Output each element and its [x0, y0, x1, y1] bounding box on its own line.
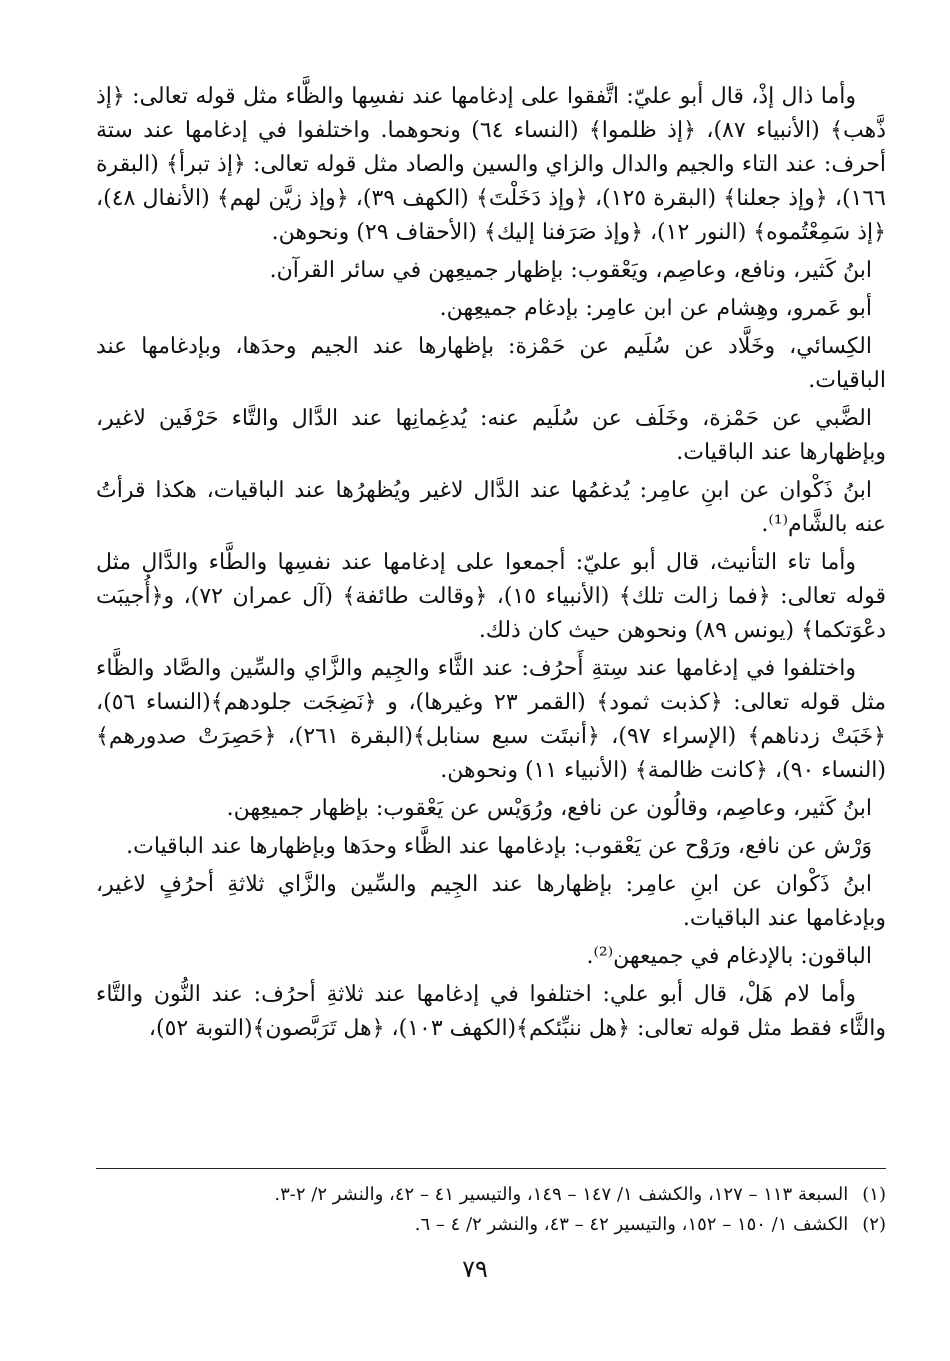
paragraph-ta-tanith: وأما تاء التأنيث، قال أبو عليّ: أجمعوا على إدغامها عند نفسِها والطَّاء والدَّال مثل قوله تعالى: ﴿فما زالت تلك﴾ (الأنبياء ١٥)، ﴿وقالت طائفة﴾ (آل عمران ٧٢)، و﴿أُجيبَت دعْوَتكما﴾ (يونس ٨٩) ونحوهن حيث كان ذلك. — [96, 550, 886, 643]
paragraph-abu-amr: أبو عَمرو، وهِشام عن ابن عامِر: بإدغام جميعِهن. — [439, 296, 872, 321]
paragraph-ikhtilaf-sitta: واختلفوا في إدغامها عند سِتةِ أَحرُف: عند الثَّاء والجِيم والزَّاي والسِّين والصَّاد والظَّاء مثل قوله تعالى: ﴿كذبت ثمود﴾ (القمر ٢٣ وغيرها)، و ﴿نَضِجَت جلودهم﴾(النساء ٥٦)، ﴿خَبَتْ زدناهم﴾ (الإسراء ٩٧)، ﴿أنبتَت سبع سنابل﴾(البقرة ٢٦١)، ﴿حَصِرَتْ صدورهم﴾(النساء ٩٠)، ﴿كانت ظالمة﴾ (الأنبياء ١١) ونحوهن. — [96, 656, 886, 783]
paragraph-baqun: الباقون: بالإدغام في جميعهن⁽²⁾. — [586, 944, 872, 969]
footnote-divider — [96, 1168, 886, 1169]
paragraph-dhal-idh: وأما ذال إذْ، قال أبو عليّ: اتَّفقوا على إدغامها عند نفسِها والظَّاء مثل قوله تعالى: ﴿إذ ذَّهب﴾ (الأنبياء ٨٧)، ﴿إذ ظلموا﴾ (النساء ٦٤) ونحوهما. واختلفوا في إدغامها عند ستة أحرف: عند التاء والجيم والدال والزاي والسين والصاد مثل قوله تعالى: ﴿إذ تبرأ﴾ (البقرة ١٦٦)، ﴿وإذ جعلنا﴾ (البقرة ١٢٥)، ﴿وإذ دَخَلْتَ﴾ (الكهف ٣٩)، ﴿وإذ زيَّن لهم﴾ (الأنفال ٤٨)، ﴿إذ سَمِعْتُموه﴾ (النور ١٢)، ﴿وإذ صَرَفنا إليك﴾ (الأحقاف ٢٩) ونحوهن. — [96, 84, 887, 245]
footnotes — [96, 1180, 886, 1240]
paragraph-lam-hal: وأما لام هَلْ، قال أبو علي: اختلفوا في إدغامها عند ثلاثةِ أحرُف: عند النُّون والتَّاء والثَّاء فقط مثل قوله تعالى: ﴿هل ننبِّئكم﴾(الكهف ١٠٣)، ﴿هل تَرَبَّصون﴾(التوبة ٥٢)، — [96, 982, 886, 1041]
page-number: ٧٩ — [462, 1255, 488, 1283]
paragraph-ibn-dhakwan-1: ابنُ ذَكْوان عن ابنِ عامِر: يُدغمُها عند الدَّال لاغير ويُظهرُها عند الباقيات، هكذا قرأتُ عنه بالشَّام⁽¹⁾. — [96, 478, 886, 537]
page-body — [96, 80, 886, 1050]
footnote-text: الكشف ١/ ١٥٠ – ١٥٢، والتيسير ٤٢ – ٤٣، والنشر ٢/ ٤ – ٦. — [414, 1214, 849, 1235]
paragraph-ibn-kathir-1: ابنُ كَثير، ونافع، وعاصِم، ويَعْقوب: بإظهار جميعِهن في سائر القرآن. — [269, 258, 872, 283]
paragraph-ibn-dhakwan-2: ابنُ ذَكْوان عن ابنِ عامِر: بإظهارها عند الجِيم والسِّين والزَّاي ثلاثةِ أحرُفٍ لاغير، وبإدغامها عند الباقيات. — [96, 872, 886, 931]
paragraph-ibn-kathir-2: ابنُ كَثير، وعاصِم، وقالُون عن نافع، ورُوَيْس عن يَعْقوب: بإظهار جميعِهن. — [226, 796, 872, 821]
footnote-number: (٢) — [862, 1214, 886, 1235]
paragraph-kisai: الكِسائي، وخَلَّاد عن سُلَيم عن حَمْزة: بإظهارها عند الجيم وحدَها، وبإدغامها عند الباقيات. — [96, 334, 886, 393]
paragraph-warsh: وَرْش عن نافع، ورَوْح عن يَعْقوب: بإدغامها عند الظَّاء وحدَها وبإظهارها عند الباقيات. — [126, 834, 872, 859]
footnote-1 — [96, 1180, 886, 1210]
footnote-text: السبعة ١١٣ – ١٢٧، والكشف ١/ ١٤٧ – ١٤٩، والتيسير ٤١ – ٤٢، والنشر ٢/ ٢-٣. — [274, 1184, 849, 1205]
footnote-number: (١) — [862, 1184, 886, 1205]
paragraph-dabbi: الضَّبي عن حَمْزة، وخَلَف عن سُلَيم عنه: يُدغِمانِها عند الدَّال والتَّاء حَرْفَين لاغير، وبإظهارها عند الباقيات. — [96, 406, 886, 465]
footnote-2 — [96, 1210, 886, 1240]
